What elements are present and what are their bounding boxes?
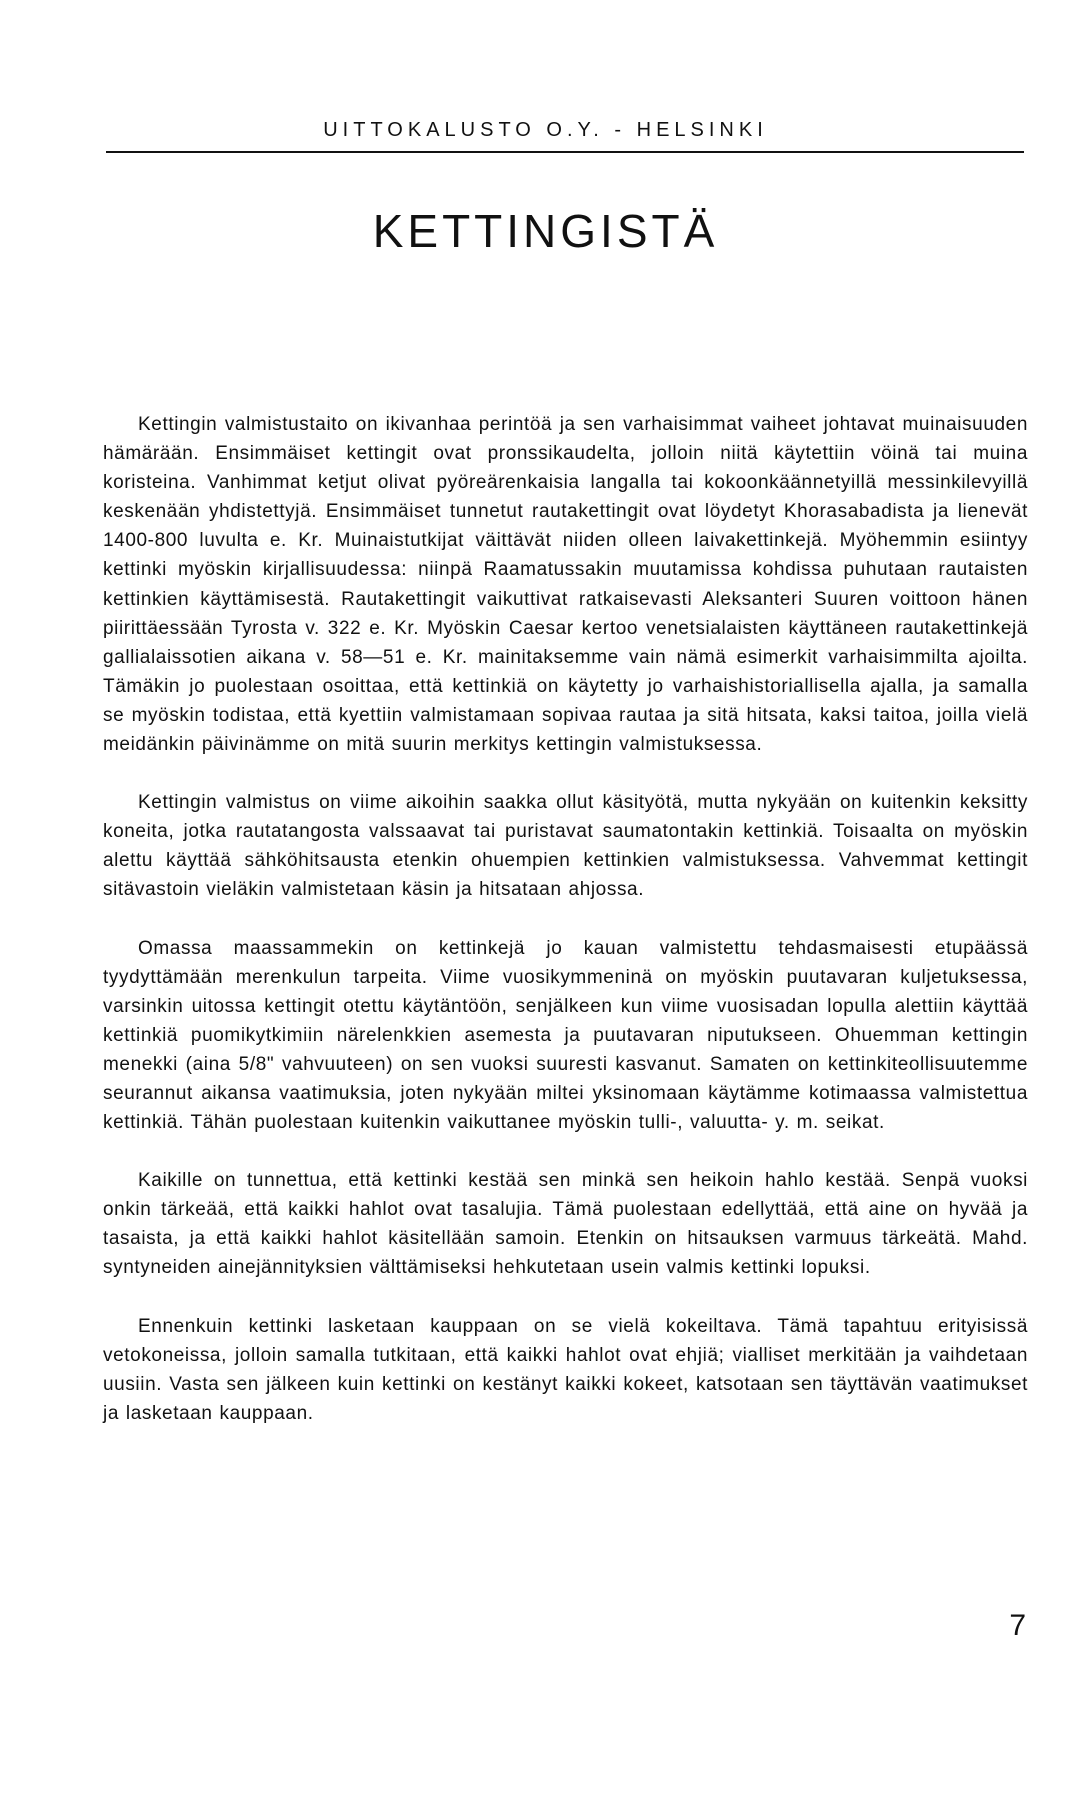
paragraph-1: Kettingin valmistustaito on ikivanhaa perintöä ja sen varhaisimmat vaiheet johtavat muinaisuuden hämärään. Ensimmäiset kettingit ovat pronssikaudelta, jolloin niitä käytettiin vöinä tai muina koristeina. Vanhimmat ketjut olivat pyöreärenkaisia langalla tai kokoonkäännetyillä messinkilevyillä keskenään yhdistettyjä. Ensimmäiset tunnetut rautakettingit ovat löydetyt Khorasabadista ja lienevät 1400-800 luvulta e. Kr. Muinaistutkijat väittävät niiden olleen laivakettinkejä. Myöhemmin esiintyy kettinki myöskin kirjallisuudessa: niinpä Raamatussakin muutamissa kohdissa puhutaan rautaisten kettinkien käyttämisestä. Rautakettingit vaikuttivat ratkaisevasti Aleksanteri Suuren voittoon hänen piirittäessään Tyrosta v. 322 e. Kr. Myöskin Caesar kertoo venetsialaisten käyttäneen rautakettinkejä gallialaissotien aikana v. 58—51 e. Kr. mainitaksemme vain nämä esimerkit varhaisimmilta ajoilta. Tämäkin jo puolestaan osoittaa, että kettinkiä on käytetty jo varhaishistoriallisella ajalla, ja samalla se myöskin todistaa, että kyettiin valmistamaan sopivaa rautaa ja sitä hitsata, kaksi taitoa, joilla vielä meidänkin päivinämme on mitä suurin merkitys kettingin valmistuksessa. <box>103 414 1028 756</box>
body-text <box>103 410 1028 1457</box>
page-title: KETTINGISTÄ <box>372 205 719 257</box>
paragraph-2: Kettingin valmistus on viime aikoihin saakka ollut käsityötä, mutta nykyään on kuitenkin keksitty koneita, jotka rautatangosta valssaavat tai puristavat saumatontakin kettinkiä. Toisaalta on myöskin alettu käyttää sähköhitsausta etenkin ohuempien kettinkien valmistuksessa. Vahvemmat kettingit sitävastoin vieläkin valmistetaan käsin ja hitsataan ahjossa. <box>103 792 1028 901</box>
paragraph-5: Ennenkuin kettinki lasketaan kauppaan on se vielä kokeiltava. Tämä tapahtuu erityisissä vetokoneissa, jolloin samalla tutkitaan, että kaikki hahlot ovat ehjiä; vialliset merkitään ja vaihdetaan uusiin. Vasta sen jälkeen kuin kettinki on kestänyt kaikki kokeet, katsotaan sen täyttävän vaatimukset ja lasketaan kauppaan. <box>103 1315 1028 1424</box>
page-number: 7 <box>1009 1609 1026 1642</box>
paragraph-4: Kaikille on tunnettua, että kettinki kestää sen minkä sen heikoin hahlo kestää. Senpä vuoksi onkin tärkeää, että kaikki hahlot ovat tasalujia. Tämä puolestaan edellyttää, että aine on hyvää ja tasaista, ja että kaikki hahlot käsitellään samoin. Etenkin on hitsauksen varmuus tärkeätä. Mahd. syntyneiden ainejännityksien välttämiseksi hehkutetaan usein valmis kettinki lopuksi. <box>103 1170 1028 1279</box>
running-head: UITTOKALUSTO O.Y. - HELSINKI <box>323 119 768 141</box>
paragraph-3: Omassa maassammekin on kettinkejä jo kauan valmistettu tehdasmaisesti etupäässä tyydyttämään merenkulun tarpeita. Viime vuosikymmeninä on myöskin puutavaran kuljetuksessa, varsinkin uitossa kettingit otettu käytäntöön, senjälkeen kun viime vuosisadan lopulla alettiin käyttää kettinkiä puomikytkimiin närelenkkien asemesta ja puutavaran niputukseen. Ohuemman kettingin menekki (aina 5/8" vahvuuteen) on sen vuoksi suuresti kasvanut. Samaten on kettinkiteollisuutemme seurannut aikansa vaatimuksia, joten nykyään miltei yksinomaan käytämme kotimaassa valmistettua kettinkiä. Tähän puolestaan kuitenkin vaikuttanee myöskin tulli-, valuutta- y. m. seikat. <box>103 937 1028 1134</box>
header-rule <box>106 151 1024 153</box>
